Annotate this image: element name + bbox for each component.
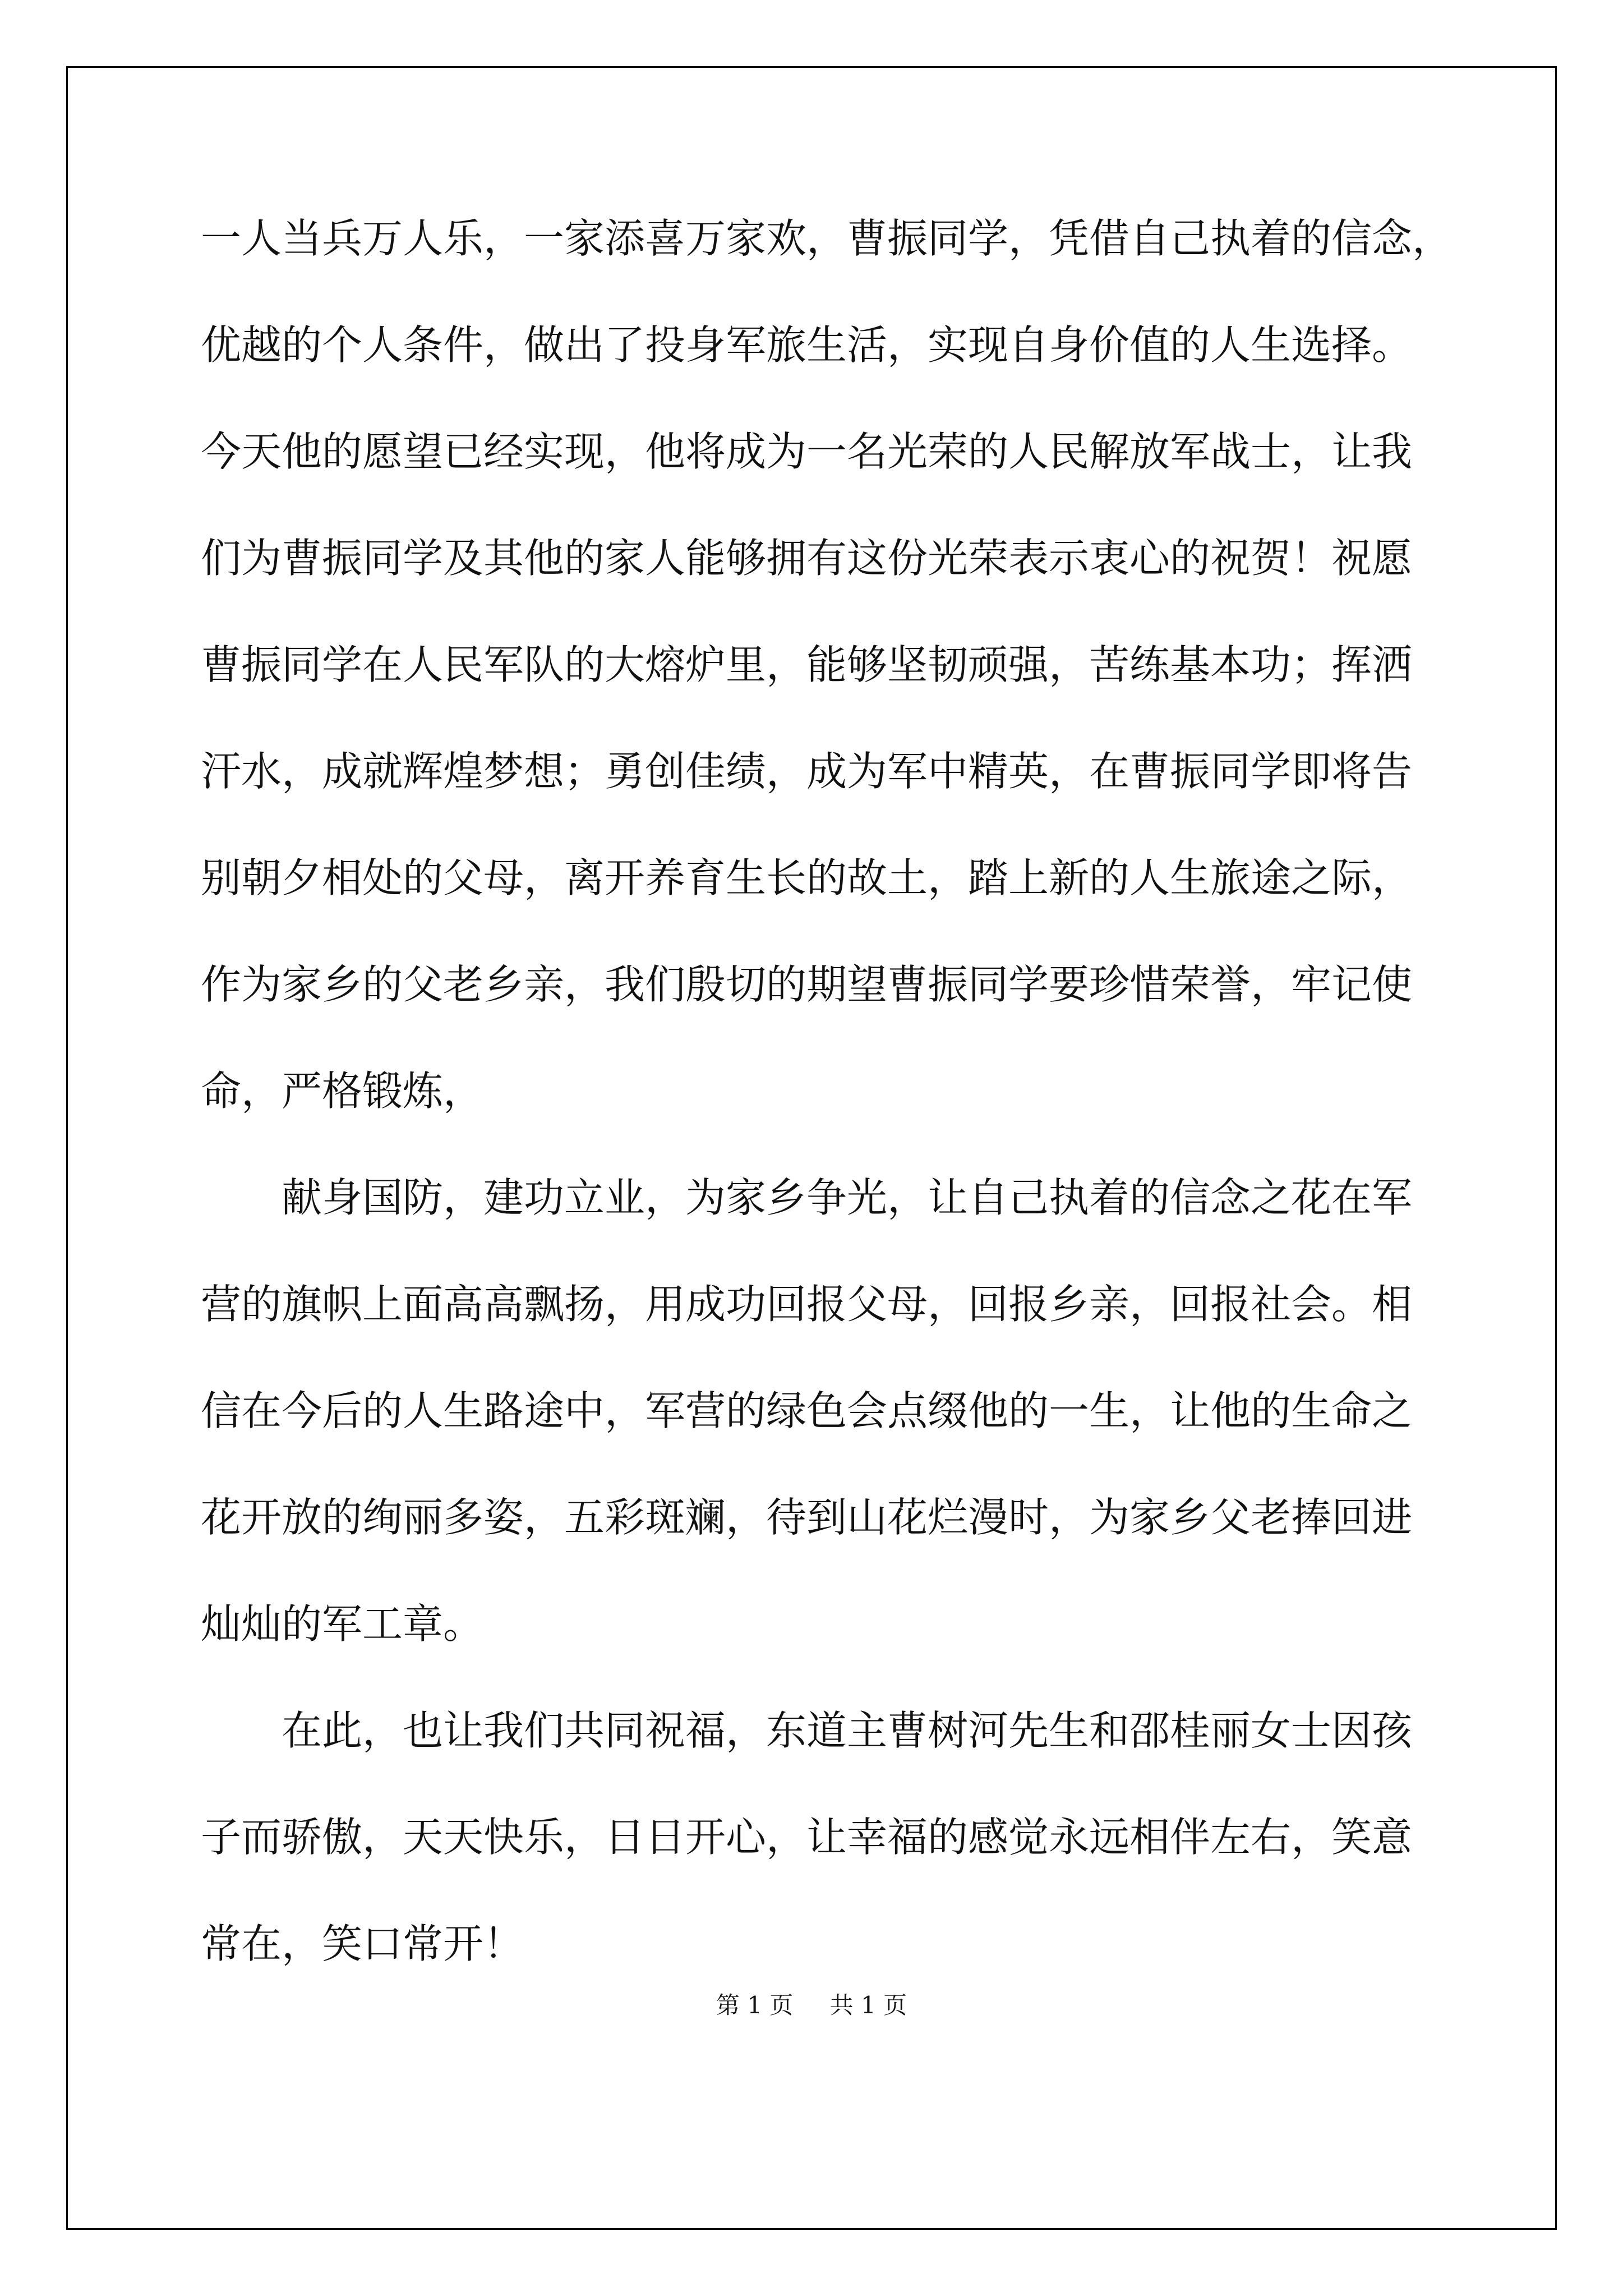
text-line: 别朝夕相处的父母，离开养育生长的故土，踏上新的人生旅途之际， [201,854,1413,901]
text-line: 曹振同学在人民军队的大熔炉里，能够坚韧顽强，苦练基本功；挥洒 [201,641,1413,688]
text-line: 常在，笑口常开！ [201,1920,524,1967]
text-line: 们为曹振同学及其他的家人能够拥有这份光荣表示衷心的祝贺！祝愿 [201,535,1413,582]
text-line: 灿灿的军工章。 [201,1600,484,1648]
text-line: 命，严格锻炼， [201,1068,484,1115]
text-line: 作为家乡的父老乡亲，我们殷切的期望曹振同学要珍惜荣誉，牢记使 [201,961,1413,1008]
page-footer [0,1987,1623,2021]
paragraph-start-line: 在此，也让我们共同祝福，东道主曹树河先生和邵桂丽女士因孩 [282,1707,1413,1754]
paragraph-start-line: 献身国防，建功立业，为家乡争光，让自己执着的信念之花在军 [282,1174,1413,1221]
page-number: 第 1 页 [716,1991,794,2019]
text-line: 营的旗帜上面高高飘扬，用成功回报父母，回报乡亲，回报社会。相 [201,1281,1413,1328]
text-line: 信在今后的人生路途中，军营的绿色会点缀他的一生，让他的生命之 [201,1387,1413,1434]
text-line: 汗水，成就辉煌梦想；勇创佳绩，成为军中精英，在曹振同学即将告 [201,748,1413,795]
text-line: 子而骄傲，天天快乐，日日开心，让幸福的感觉永远相伴左右，笑意 [201,1814,1413,1861]
text-line: 今天他的愿望已经实现，他将成为一名光荣的人民解放军战士，让我 [201,428,1413,475]
document-body [201,185,1453,1997]
text-line: 一人当兵万人乐，一家添喜万家欢，曹振同学，凭借自己执着的信念， [201,215,1453,262]
text-line: 优越的个人条件，做出了投身军旅生活，实现自身价值的人生选择。 [201,321,1413,369]
page-total: 共 1 页 [829,1991,907,2019]
text-line: 花开放的绚丽多姿，五彩斑斓，待到山花烂漫时，为家乡父老捧回进 [201,1494,1413,1541]
